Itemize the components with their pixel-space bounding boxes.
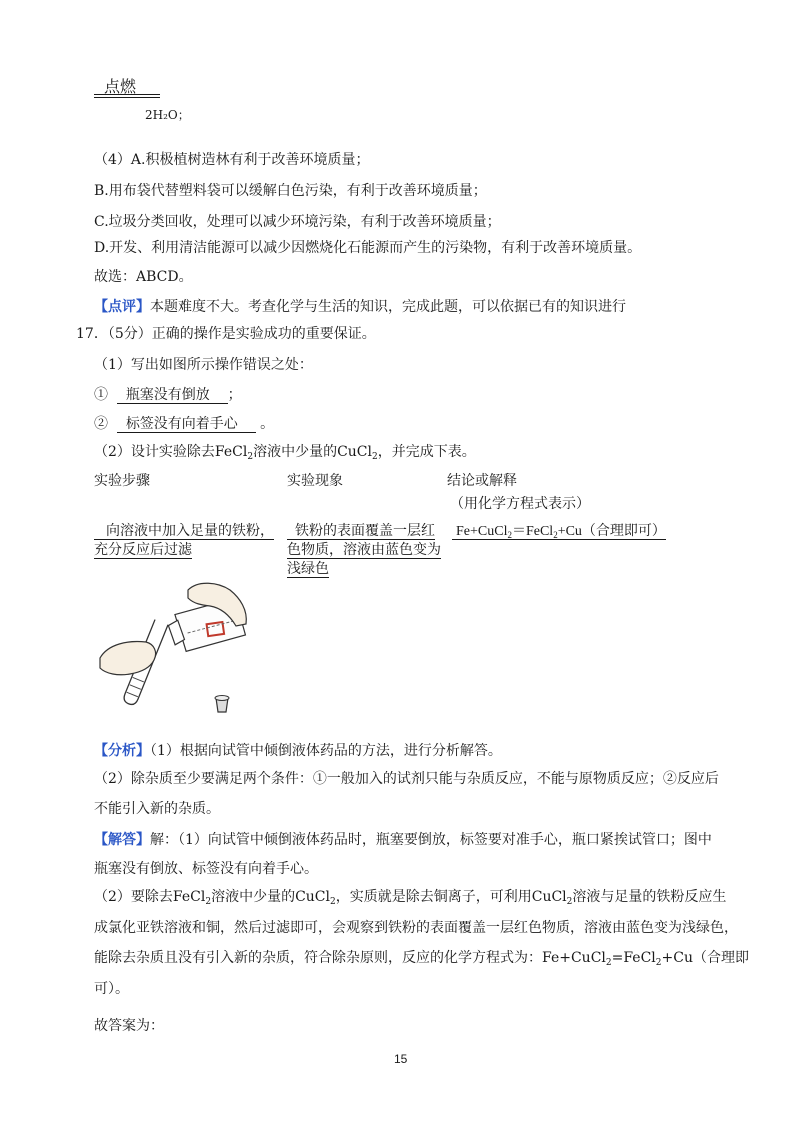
pouring-diagram-svg (98, 580, 258, 720)
answer-label: 故答案为： (94, 1018, 164, 1034)
table-header-steps: 实验步骤 (94, 473, 150, 489)
q17-sub2: （2）设计实验除去FeCl$_2$溶液中少量的CuCl$_2$，并完成下表。 (94, 444, 476, 462)
equation-arrow-line (94, 94, 160, 95)
question-17-header: 17．（5分）正确的操作是实验成功的重要保证。 (76, 326, 376, 342)
solution-line-1: 【解答】解：（1）向试管中倾倒液体药品时，瓶塞要倒放，标签要对准手心，瓶口紧挨试管口；图中 (94, 832, 712, 848)
q17-error-1: ① 瓶塞没有倒放 ； (94, 387, 242, 403)
option-c: C.垃圾分类回收，处理可以减少环境污染，有利于改善环境质量； (94, 214, 501, 230)
answer-abcd: 故选：ABCD。 (94, 269, 193, 285)
analysis-line-1: 【分析】（1）根据向试管中倾倒液体药品的方法，进行分析解答。 (94, 743, 502, 759)
analysis-line-3: 不能引入新的杂质。 (94, 801, 220, 817)
analysis-line-2: （2）除杂质至少要满足两个条件：①一般加入的试剂只能与杂质反应，不能与原物质反应；②反应后 (94, 771, 719, 787)
solution-line-4: 成氯化亚铁溶液和铜，然后过滤即可，会观察到铁粉的表面覆盖一层红色物质，溶液由蓝色变为浅绿色， (94, 920, 738, 936)
equation-arrow-line-2 (94, 97, 160, 98)
page-number: 15 (394, 1052, 408, 1066)
solution-tag: 【解答】 (94, 832, 150, 848)
answer-blank-2: 标签没有向着手心 (117, 416, 256, 433)
review-text: 本题难度不大。考查化学与生活的知识，完成此题，可以依据已有的知识进行 (150, 299, 626, 315)
option-b: B.用布袋代替塑料袋可以缓解白色污染，有利于改善环境质量； (94, 183, 487, 199)
pouring-liquid-illustration (98, 580, 258, 720)
answer-blank-1: 瓶塞没有倒放 (117, 387, 228, 404)
review-tag: 【点评】 (94, 299, 150, 315)
q17-sub1: （1）写出如图所示操作错误之处： (94, 357, 313, 373)
solution-line-2: 瓶塞没有倒放、标签没有向着手心。 (94, 861, 318, 877)
table-cell-step: 向溶液中加入足量的铁粉，充分反应后过滤 (94, 523, 274, 558)
review-16 (94, 297, 626, 317)
reaction-condition: 点燃 (104, 77, 137, 96)
table-cell-equation: Fe+CuCl$_2$＝FeCl$_2$+Cu（合理即可） (452, 522, 670, 545)
q17-error-2: ② 标签没有向着手心 。 (94, 416, 275, 432)
solution-line-6: 可）。 (94, 981, 129, 997)
option-d: D.开发、利用清洁能源可以减少因燃烧化石能源而产生的污染物，有利于改善环境质量。 (94, 240, 642, 256)
equation-product: 2H₂O； (145, 108, 190, 122)
solution-line-3: （2）要除去FeCl$_2$溶液中少量的CuCl$_2$，实质就是除去铜离子，可利用CuCl$_2$溶液与足量的铁粉反应生 (94, 889, 727, 907)
table-header-phenomenon: 实验现象 (287, 473, 343, 489)
table-cell-phenomenon: 铁粉的表面覆盖一层红色物质，溶液由蓝色变为浅绿色 (287, 523, 441, 577)
table-header-conclusion-note: （用化学方程式表示） (450, 496, 590, 512)
table-header-conclusion: 结论或解释 (447, 473, 517, 489)
solution-line-5: 能除去杂质且没有引入新的杂质，符合除杂原则，反应的化学方程式为：Fe+CuCl$_2$=FeCl$_2$+Cu（合理即 (94, 950, 749, 968)
analysis-tag: 【分析】 (94, 743, 150, 759)
option-a: （4）A.积极植树造林有利于改善环境质量； (94, 152, 370, 168)
